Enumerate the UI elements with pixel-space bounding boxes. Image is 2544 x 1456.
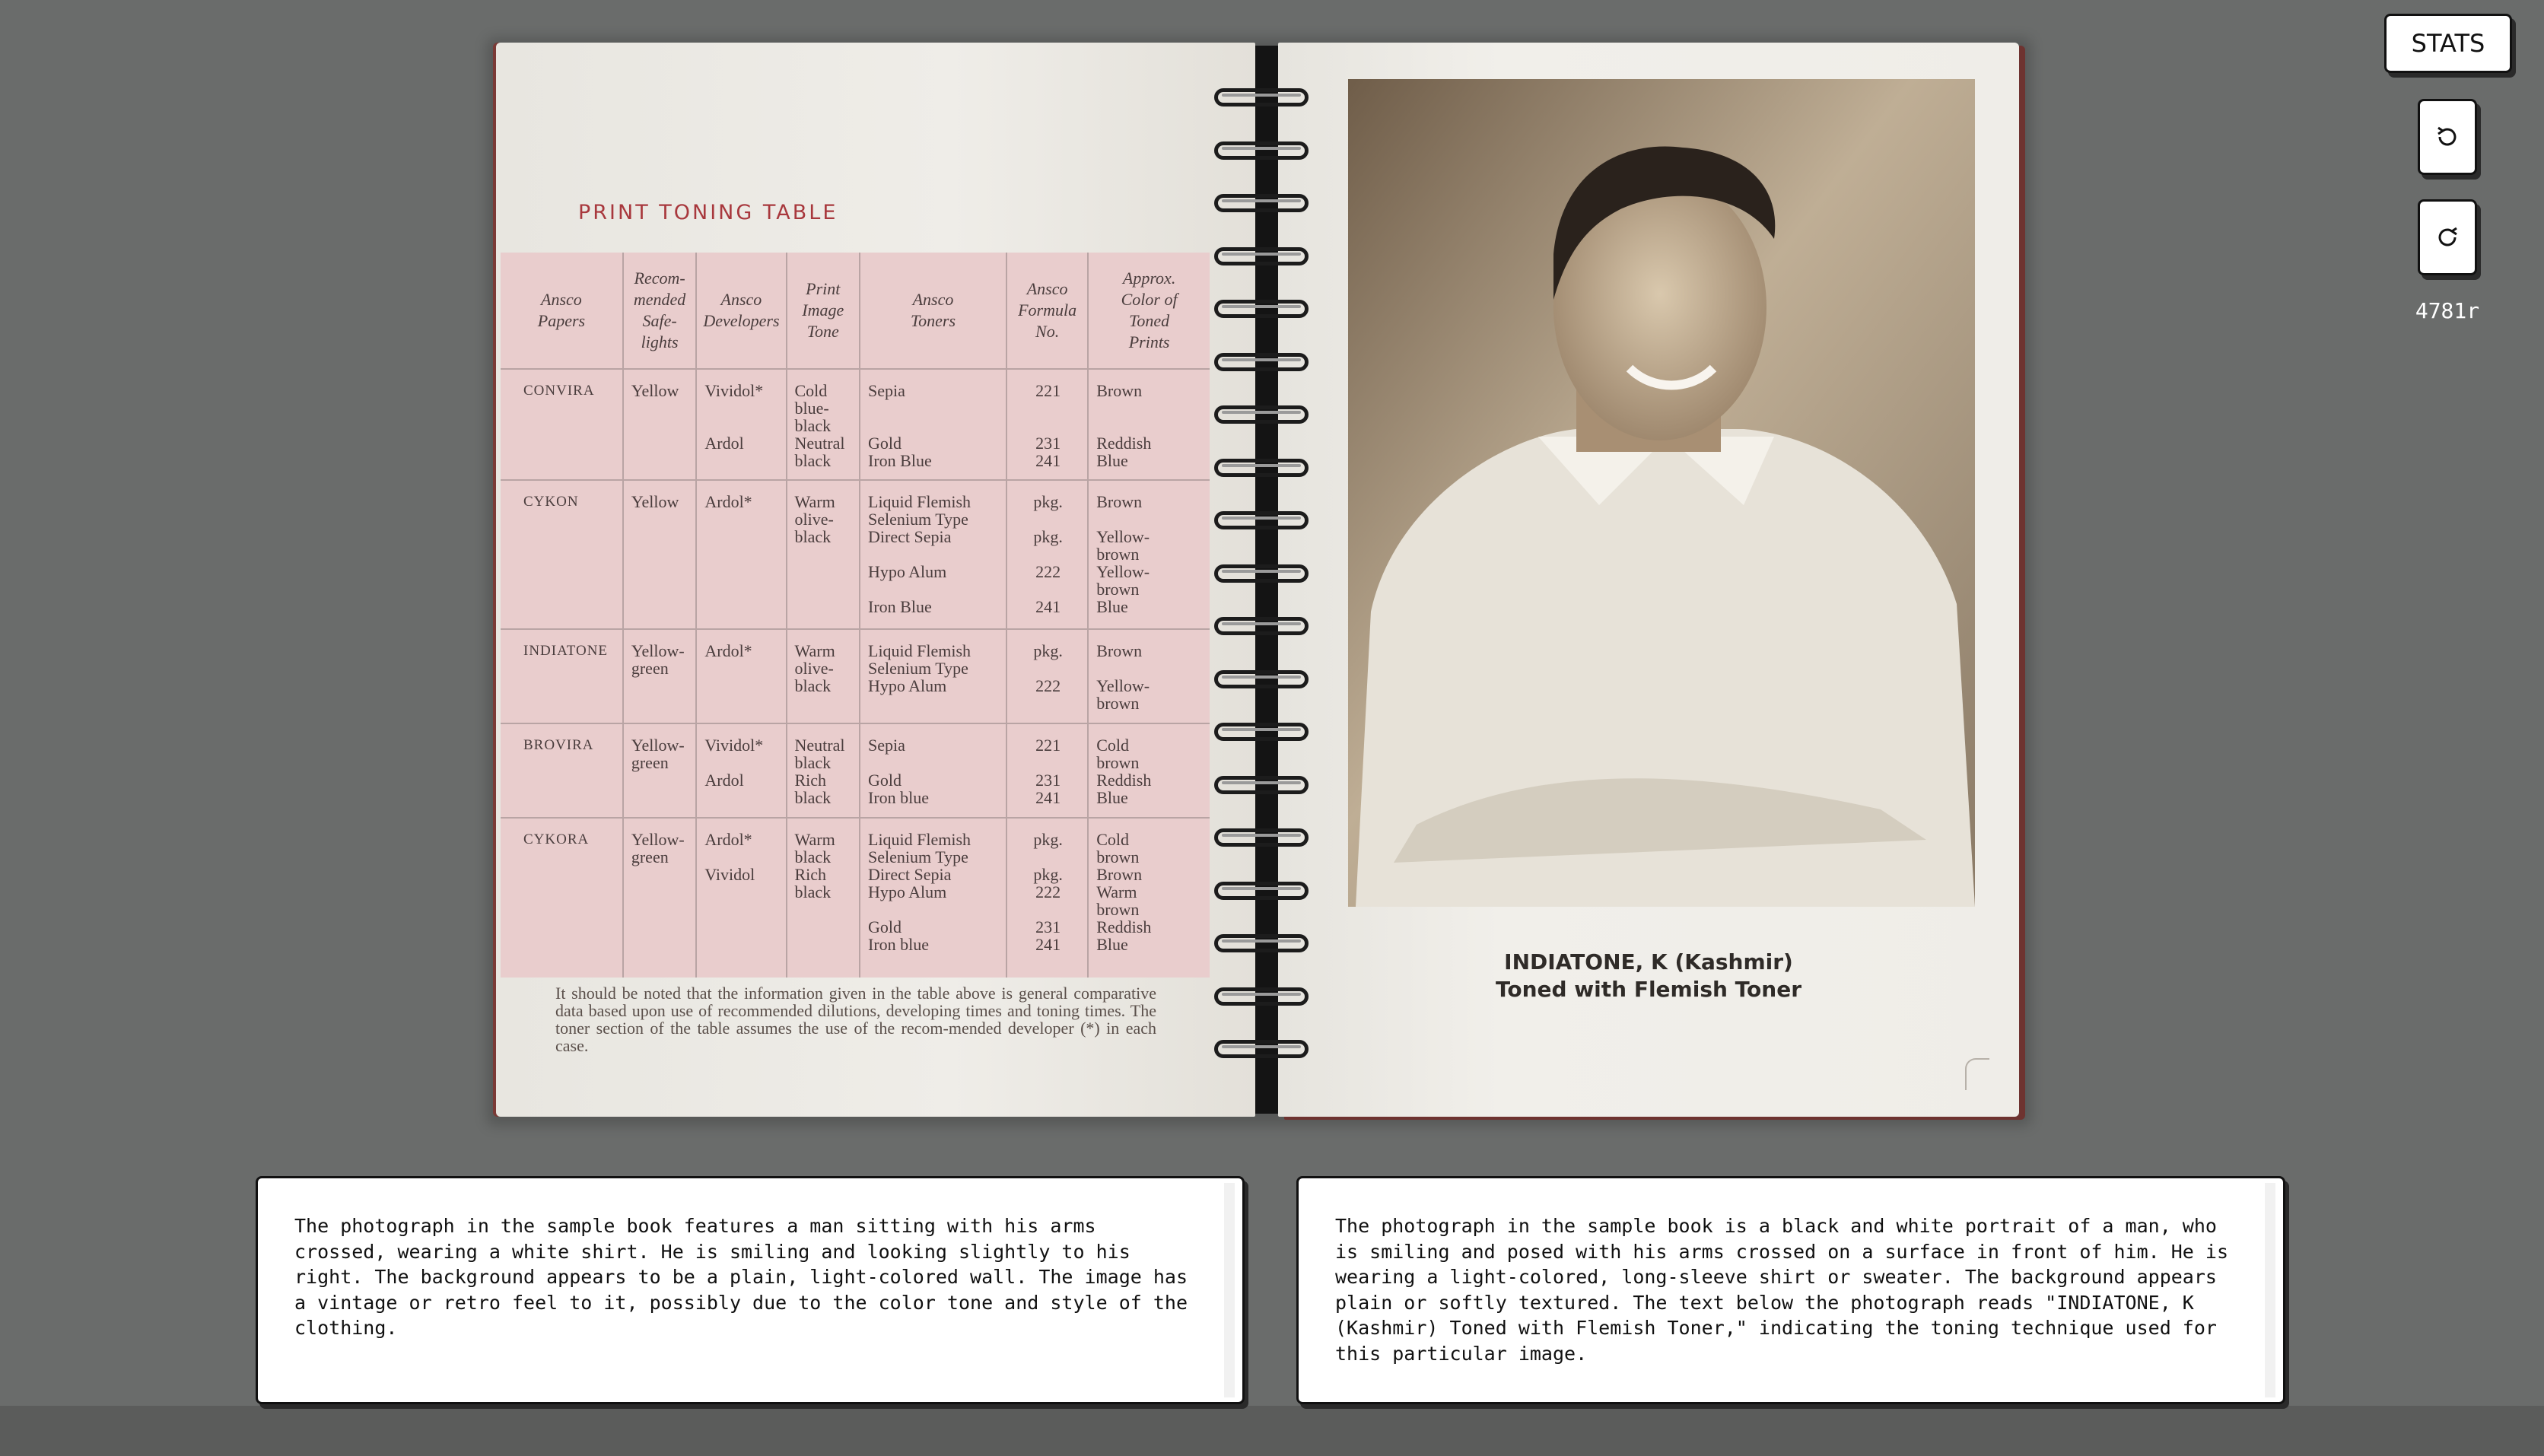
cell-color: Cold brown Brown Warm brown Reddish Blue [1088,818,1210,978]
coil-shine [1222,728,1301,731]
spiral-coil [1214,987,1313,1010]
spiral-coil [1214,882,1313,904]
spiral-coil [1214,194,1313,217]
header-safelights: Recom- mended Safe- lights [623,253,697,369]
cell-paper: CYKON [501,480,623,629]
coil-shine [1222,939,1301,943]
coil-shine [1222,147,1301,150]
cell-tone: Cold blue- black Neutral black [787,369,860,480]
coil-ring [1214,1040,1309,1058]
spiral-coil [1214,670,1313,693]
counter-label: 4781r [2415,298,2480,323]
portrait-photo-drawing [1348,79,1975,907]
coil-ring [1214,141,1309,160]
description-panel-left[interactable] [256,1176,1245,1404]
cell-developer: Vividol* Ardol [696,723,786,818]
table-row [501,723,1210,818]
spiral-coil [1214,300,1313,323]
cell-tone: Neutral black Rich black [787,723,860,818]
cell-paper: CYKORA [523,831,590,847]
coil-ring [1214,882,1309,900]
coil-ring [1214,670,1309,688]
header-formula: Ansco Formula No. [1006,253,1088,369]
spiral-coil [1214,934,1313,957]
left-page [496,43,1255,1117]
table-row [501,480,1210,629]
coil-ring [1214,564,1309,583]
undo-button[interactable] [2418,99,2477,175]
coil-shine [1222,94,1301,97]
spiral-coil [1214,1040,1313,1063]
cell-toner: Sepia Gold Iron Blue [860,369,1006,480]
coil-ring [1214,88,1309,106]
cell-tone: Warm black Rich black [787,818,860,978]
cell-safelight: Yellow [623,369,697,480]
cell-tone: Warm olive- black [787,629,860,723]
coil-ring [1214,987,1309,1006]
portrait-photo [1348,79,1975,907]
spiral-coil [1214,353,1313,376]
coil-ring [1214,194,1309,212]
table-header-row [501,253,1210,369]
cell-color: Brown Reddish Blue [1088,369,1210,480]
coil-shine [1222,887,1301,890]
page-corner-mark [1965,1058,1989,1090]
photo-caption-subtitle: Toned with Flemish Toner [1495,977,1802,1002]
cell-safelight: Yellow [623,480,697,629]
table-row [501,369,1210,480]
cell-formula: pkg. 222 [1006,629,1088,723]
bottom-strip [0,1406,2544,1456]
description-panel-right[interactable] [1296,1176,2285,1404]
cell-color: Brown Yellow- brown Yellow- brown Blue [1088,480,1210,629]
coil-ring [1214,723,1309,741]
undo-icon [2432,122,2463,152]
description-text-right: The photograph in the sample book is a black and white portrait of a man, who is smiling and posed with his arms crossed on a surface in front of him. He is wearing a light-colored, long-sleeve shirt or sweater. The background appears plain or softly textured. The text below the photograph reads "INDIATONE, K (Kashmir) Toned with Flemish Toner," indicating the toning technique used for this particular image. [1335,1215,2228,1365]
spiral-coil [1214,459,1313,482]
cell-developer: Vividol* Ardol [696,369,786,480]
coil-ring [1214,511,1309,529]
coil-ring [1214,459,1309,477]
cell-formula: 221 231 241 [1006,369,1088,480]
coil-shine [1222,411,1301,414]
cell-developer: Ardol* [696,480,786,629]
cell-formula: 221 231 241 [1006,723,1088,818]
stats-button[interactable]: STATS [2384,14,2512,73]
coil-shine [1222,517,1301,520]
redo-icon [2432,222,2463,253]
coil-shine [1222,358,1301,361]
description-text-left: The photograph in the sample book features a man sitting with his arms crossed, wearing a white shirt. He is smiling and looking slightly to his right. The background appears to be a plain, light-colored wall. The image has a vintage or retro feel to it, possibly due to the color tone and style of the clothing. [294,1215,1188,1339]
cell-toner: Sepia Gold Iron blue [860,723,1006,818]
coil-ring [1214,934,1309,952]
print-toning-table [501,253,1210,978]
cell-safelight: Yellow- green [623,629,697,723]
cell-developer: Ardol* Vividol [696,818,786,978]
cell-safelight: Yellow- green [623,818,697,978]
cell-developer: Ardol* [696,629,786,723]
coil-ring [1214,353,1309,371]
coil-ring [1214,828,1309,847]
header-color: Approx. Color of Toned Prints [1088,253,1210,369]
cell-safelight: Yellow- green [623,723,697,818]
cell-paper: INDIATONE [501,629,623,723]
coil-shine [1222,676,1301,679]
header-papers: Ansco Papers [501,253,623,369]
spiral-coil [1214,88,1313,111]
coil-ring [1214,247,1309,265]
coil-ring [1214,405,1309,424]
coil-shine [1222,253,1301,256]
spiral-coil [1214,723,1313,745]
coil-shine [1222,993,1301,996]
cell-toner: Liquid Flemish Selenium Type Direct Sepia Hypo Alum Iron Blue [860,480,1006,629]
redo-button[interactable] [2418,199,2477,275]
spiral-coil [1214,511,1313,534]
coil-shine [1222,834,1301,837]
coil-shine [1222,570,1301,573]
cell-toner: Liquid Flemish Selenium Type Hypo Alum [860,629,1006,723]
cell-toner: Liquid Flemish Selenium Type Direct Sepia Hypo Alum Gold Iron blue [860,818,1006,978]
table-row [501,818,1210,978]
spiral-coil [1214,828,1313,851]
header-image-tone: Print Image Tone [787,253,860,369]
cell-color: Cold brown Reddish Blue [1088,723,1210,818]
header-toners: Ansco Toners [860,253,1006,369]
spiral-coil [1214,617,1313,640]
coil-shine [1222,464,1301,467]
table-title: PRINT TONING TABLE [578,201,838,224]
coil-ring [1214,300,1309,318]
cell-paper: CONVIRA [501,369,623,480]
spiral-coil [1214,564,1313,587]
right-page [1278,43,2019,1117]
spiral-coil [1214,141,1313,164]
table-row [501,629,1210,723]
coil-ring [1214,776,1309,794]
cell-formula: pkg. pkg. 222 241 [1006,480,1088,629]
cell-formula: pkg. pkg. 222 231 241 [1006,818,1088,978]
coil-shine [1222,199,1301,202]
coil-shine [1222,622,1301,625]
scrollbar-left[interactable] [1224,1183,1235,1397]
coil-shine [1222,781,1301,784]
spiral-coil [1214,405,1313,428]
coil-ring [1214,617,1309,635]
header-developers: Ansco Developers [696,253,786,369]
cell-tone: Warm olive- black [787,480,860,629]
coil-shine [1222,305,1301,308]
table-footnote: It should be noted that the information given in the table above is general comparative data based upon use of recommended dilutions, developing times and toning times. The toner section of the table assumes the use of the recom-mended developer (*) in each case. [555,984,1156,1055]
scrollbar-right[interactable] [2265,1183,2275,1397]
spiral-coil [1214,247,1313,270]
photo-caption-title: INDIATONE, K (Kashmir) [1504,949,1793,974]
cell-paper: BROVIRA [501,723,623,818]
spiral-coil [1214,776,1313,799]
cell-color: Brown Yellow- brown [1088,629,1210,723]
coil-shine [1222,1045,1301,1048]
